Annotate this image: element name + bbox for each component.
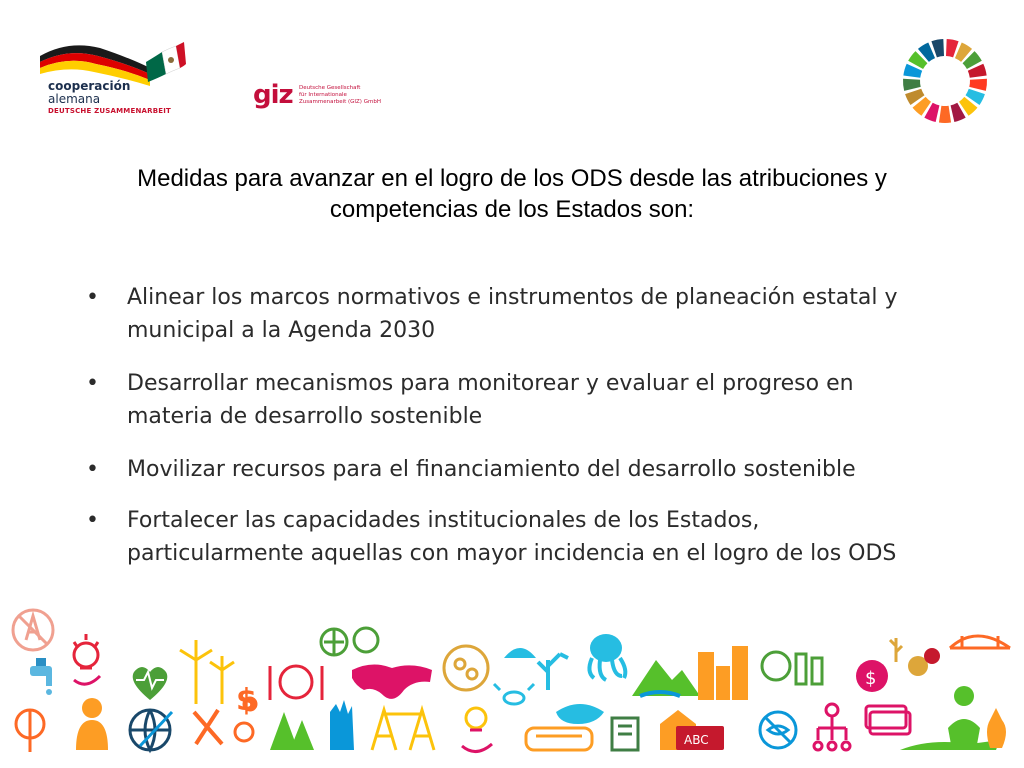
banknotes-icon: [866, 706, 910, 734]
crab-icon: [494, 684, 534, 704]
bullet-dot: •: [86, 508, 99, 533]
coop-logo-text-3: DEUTSCHE ZUSAMMENARBEIT: [48, 107, 172, 115]
giz-logo: [253, 80, 393, 114]
bullet-dot: •: [86, 457, 99, 482]
svg-text:$: $: [865, 668, 877, 689]
bullet-text-line: municipal a la Agenda 2030: [127, 318, 436, 343]
coop-logo-text-1: cooperación: [48, 79, 131, 93]
bullet-text-line: Desarrollar mecanismos para monitorear y evaluar el progreso en: [127, 371, 854, 396]
bullet-dot: •: [86, 285, 99, 310]
globe-network-icon: [321, 628, 378, 655]
plankton-icon: [444, 646, 488, 690]
cat-icon: [987, 708, 1006, 748]
bullet-item: [86, 504, 946, 570]
svg-text:$: $: [236, 683, 257, 718]
sdg-icons-band: [0, 600, 1024, 768]
no-poverty-icon: [13, 610, 53, 650]
abc-sign: ABC: [684, 733, 709, 747]
crocodile-icon: [900, 740, 1000, 750]
water-tap-icon: [30, 658, 52, 695]
bullet-text-line: Alinear los marcos normativos e instrumentos de planeación estatal y: [127, 285, 898, 310]
bullet-item: [86, 367, 946, 433]
giz-sub-line-1: Deutsche Gesellschaft: [299, 85, 361, 91]
coral-icon: [538, 654, 568, 690]
bullet-list: [86, 281, 946, 590]
slide-title-line-1: Medidas para avanzar en el logro de los ODS desde las atribuciones y: [137, 165, 887, 192]
slide-title: [40, 163, 984, 225]
mexican-eagle-icon: [168, 57, 174, 63]
food-plate-icon: [270, 666, 322, 700]
medical-tubes-icon: [762, 652, 822, 684]
world-map-icon: [352, 664, 432, 698]
bulb-hand-icon: [462, 708, 492, 752]
coop-logo-text-2: alemana: [48, 92, 101, 106]
wheat-fruit-icon: [890, 638, 940, 676]
bullet-text-line: materia de desarrollo sostenible: [127, 404, 483, 429]
plant-leaf-icon: [16, 710, 44, 752]
wind-turbines-icon: [180, 640, 234, 704]
giz-logo-word: giz: [253, 80, 293, 110]
sdg-wheel-segment: [903, 79, 921, 91]
trees-icon: [270, 712, 314, 750]
bullet-item: [86, 281, 946, 347]
monkey-icon: [948, 686, 980, 750]
city-buildings-icon: [698, 646, 748, 700]
slide-title-line-2: competencias de los Estados son:: [329, 196, 695, 223]
mountain-river-icon: [632, 660, 700, 696]
train-icon: [526, 728, 592, 750]
giz-sub-line-3: Zusammenarbeit (GIZ) GmbH: [299, 99, 381, 105]
bullet-text-line: particularmente aquellas con mayor incidencia en el logro de los ODS: [127, 541, 897, 566]
power-towers-icon: [372, 710, 434, 750]
giz-sub-line-2: für Internationale: [299, 92, 347, 98]
bullet-dot: •: [86, 371, 99, 396]
sdg-wheel-icon: [902, 38, 988, 124]
bridge-icon: [950, 636, 1010, 648]
woman-child-icon: [76, 698, 108, 750]
heartbeat-icon: [133, 667, 168, 700]
globe-arrow-icon: [130, 710, 172, 750]
whale-icon: [556, 704, 604, 724]
giz-logo-subtext: [299, 85, 381, 106]
light-bulb-hand-icon: [74, 634, 100, 684]
shell-icon: [504, 648, 536, 658]
coin-circle-icon: [856, 660, 888, 692]
bullet-text-line: Fortalecer las capacidades institucionales de los Estados,: [127, 508, 760, 533]
sdg-wheel-segment: [939, 106, 951, 123]
no-fishing-icon: [760, 712, 796, 748]
certificate-icon: [612, 718, 638, 750]
bullet-text-line: Movilizar recursos para el financiamiento del desarrollo sostenible: [127, 457, 856, 482]
bullet-item: [86, 453, 946, 486]
sdg-wheel-segment: [969, 79, 987, 91]
org-chart-icon: [814, 704, 850, 750]
cooperacion-alemana-logo: [38, 38, 188, 124]
octopus-icon: [589, 634, 625, 680]
tools-icon: [194, 710, 222, 744]
hands-raised-icon: [330, 700, 354, 750]
school-board-icon: [676, 726, 724, 750]
